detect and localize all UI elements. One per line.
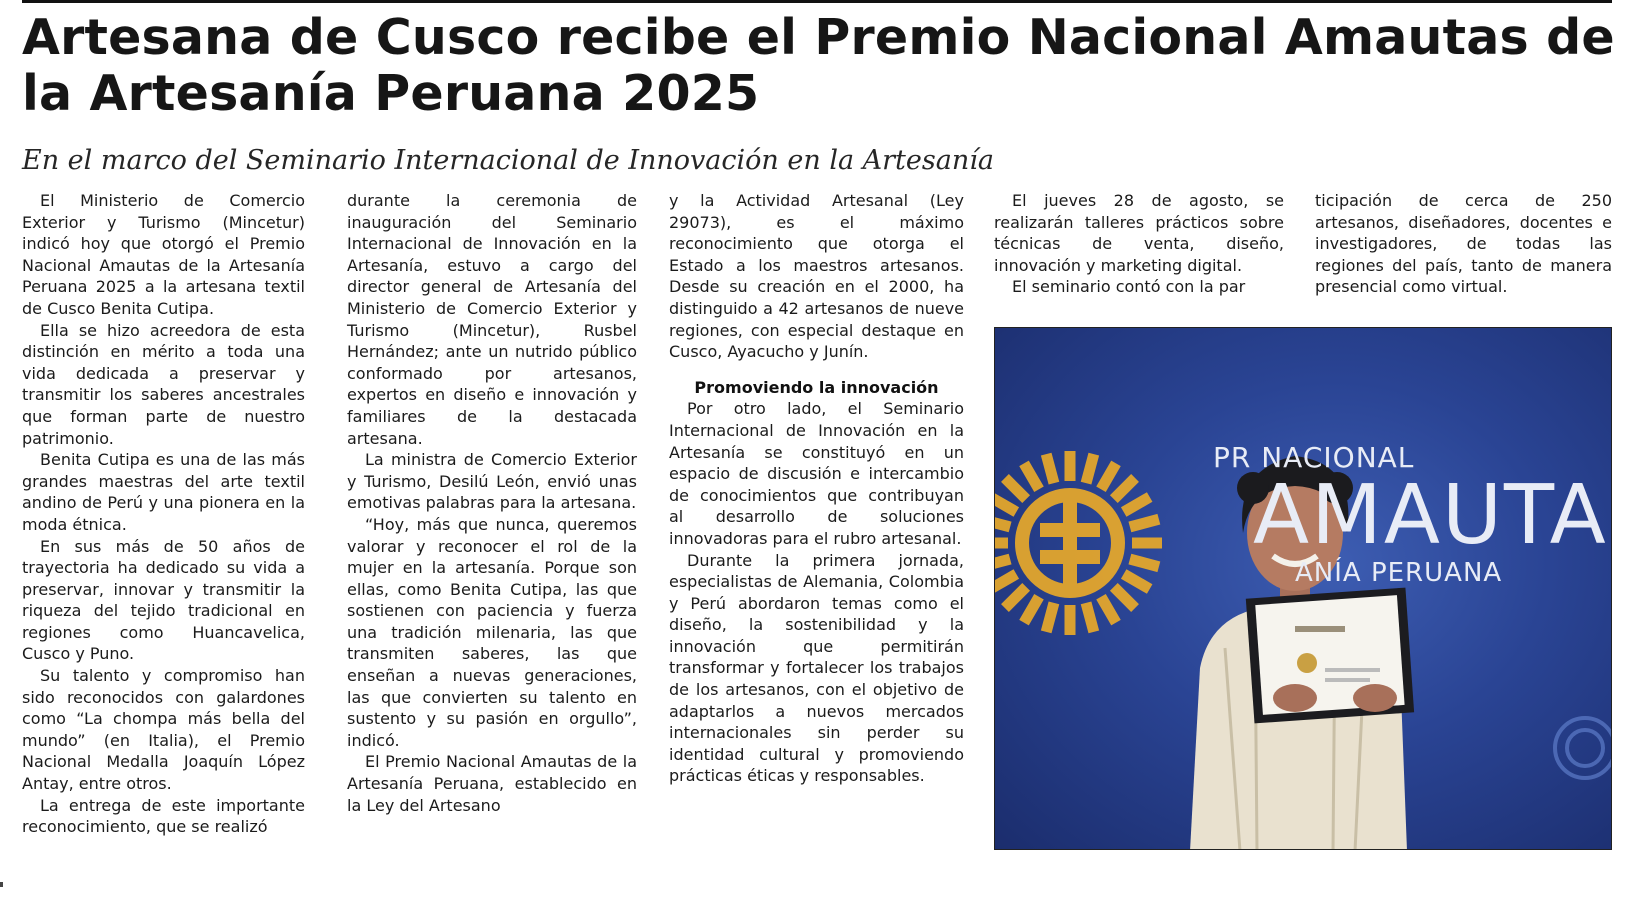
deck-subtitle: En el marco del Seminario Internacional de Innovación en la Artesanía <box>22 145 994 176</box>
logo-ray <box>1124 574 1150 589</box>
article-photo <box>994 327 1612 850</box>
column-2 <box>347 190 637 816</box>
paragraph: El seminario contó con la par <box>1012 277 1246 297</box>
logo-ray <box>1005 587 1026 608</box>
paragraph: La ministra de Comercio Exterior y Turismo, Desilú León, envió unas emotivas palabras para la artesana. <box>347 450 637 513</box>
paragraph: El Ministerio de Comercio Exterior y Turismo (Mincetur) indicó hoy que otorgó el Premio Nacional Amautas de la Artesanía Peruana 2025 a la artesana textil de Cusco Benita Cutipa. <box>22 191 305 318</box>
amautas-logo <box>995 451 1162 635</box>
logo-ray <box>995 497 1016 512</box>
logo-ray <box>1024 463 1039 489</box>
logo-ray <box>1086 603 1094 632</box>
logo-ray <box>1101 463 1116 489</box>
backdrop-text-main: AMAUTA <box>1253 468 1608 563</box>
paragraph: En sus más de 50 años de trayectoria ha dedicado su vida a preservar, innovar y transmitir la riqueza del tejido tradicional en regiones como Huancavelica, Cusco y Puno. <box>22 536 305 664</box>
paragraph: El jueves 28 de agosto, se realizarán talleres prácticos sobre técnicas de venta, diseño, innovación y marketing digital. <box>994 191 1284 275</box>
logo-ray <box>995 559 1010 567</box>
paragraph-continued: ticipación de cerca de 250 artesanos, diseñadores, docentes e investigadores, de todas las regiones del país, tanto de manera presencial como virtual. <box>1315 191 1612 297</box>
paragraph: La entrega de este importante reconocimiento, que se realizó <box>22 795 305 837</box>
logo-ray <box>1046 454 1054 483</box>
column-4 <box>994 190 1284 298</box>
backdrop-text-top: PR NACIONAL <box>1213 441 1415 474</box>
paragraph: Ella se hizo acreedora de esta distinción en mérito a toda una vida dedicada a preservar y transmitir los saberes ancestrales que forman parte de nuestro patrimonio. <box>22 320 305 448</box>
logo-ray <box>1124 497 1150 512</box>
logo-ray <box>1130 519 1159 527</box>
logo-ray <box>1114 587 1135 608</box>
logo-ray <box>1046 603 1054 632</box>
award-certificate <box>1246 588 1414 724</box>
paragraph: Su talento y compromiso han sido reconocidos con galardones como “La chompa más bella del mundo” (en Italia), el Premio Nacional Medalla Joaquín López Antay, entre otros. <box>22 666 305 794</box>
paragraph: Por otro lado, el Seminario Internacional de Innovación en la Artesanía se constituyó en un espacio de discusión e intercambio de conocimientos que contribuyan al desarrollo de soluciones innovadoras para el rubro artesanal. <box>669 399 964 548</box>
logo-ray <box>1024 597 1039 623</box>
paragraph: El Premio Nacional Amautas de la Artesanía Peruana, establecido en la Ley del Artesano <box>347 752 637 815</box>
logo-ray <box>995 519 1010 527</box>
logo-ray <box>1086 454 1094 483</box>
logo-ray <box>1005 478 1026 499</box>
paragraph-continued: y la Actividad Artesanal (Ley 29073), es el máximo reconocimiento que otorga el Estado a los maestros artesanos. Desde su creación en el 2000, ha distinguido a 42 artesanos de nueve regiones, con especial destaque en Cusco, Ayacucho y Junín. <box>669 191 964 362</box>
logo-ray <box>1130 559 1159 567</box>
column-5 <box>1315 190 1612 298</box>
top-rule <box>22 0 1612 3</box>
paragraph: Benita Cutipa es una de las más grandes maestras del arte textil andino de Perú y una pionera en la moda étnica. <box>22 450 305 534</box>
logo-ray <box>1114 478 1135 499</box>
backdrop-text-bottom: ANÍA PERUANA <box>1295 558 1503 588</box>
paragraph: “Hoy, más que nunca, queremos valorar y reconocer el rol de la mujer en la artesanía. Porque son ellas, como Benita Cutipa, las que sostienen con paciencia y fuerza una tradición milenaria, las que transmiten saberes, las que enseñan a nuevas generaciones, las que convierten su talento en sustento y su pasión en orgullo”, indicó. <box>347 514 637 750</box>
small-logo <box>1555 718 1612 778</box>
paragraph: Durante la primera jornada, especialistas de Alemania, Colombia y Perú abordaron temas como el diseño, la sostenibilidad y la innovación que permitirán transformar y fortalecer los trabajos de los artesanos, con el objetivo de adaptarlos a nuevos mercados internacionales sin perder su identidad cultural y promoviendo prácticas éticas y responsables. <box>669 550 964 786</box>
section-subhead: Promoviendo la innovación <box>694 377 939 397</box>
photo-illustration <box>995 328 1612 850</box>
logo-ray <box>1101 597 1116 623</box>
paragraph-continued: durante la ceremonia de inauguración del Seminario Internacional de Innovación en la Artesanía, estuvo a cargo del director general de Artesanía del Ministerio de Comercio Exterior y Turismo (Mincetur), Rusbel Hernández; ante un nutrido público conformado por artesanos, expertos en diseño e innovación y familiares de la destacada artesana. <box>347 191 637 448</box>
column-3 <box>669 190 964 787</box>
margin-mark <box>0 882 3 887</box>
logo-ray <box>995 574 1016 589</box>
headline: Artesana de Cusco recibe el Premio Nacional Amautas de la Artesanía Peruana 2025 <box>22 9 1615 122</box>
column-1 <box>22 190 305 838</box>
